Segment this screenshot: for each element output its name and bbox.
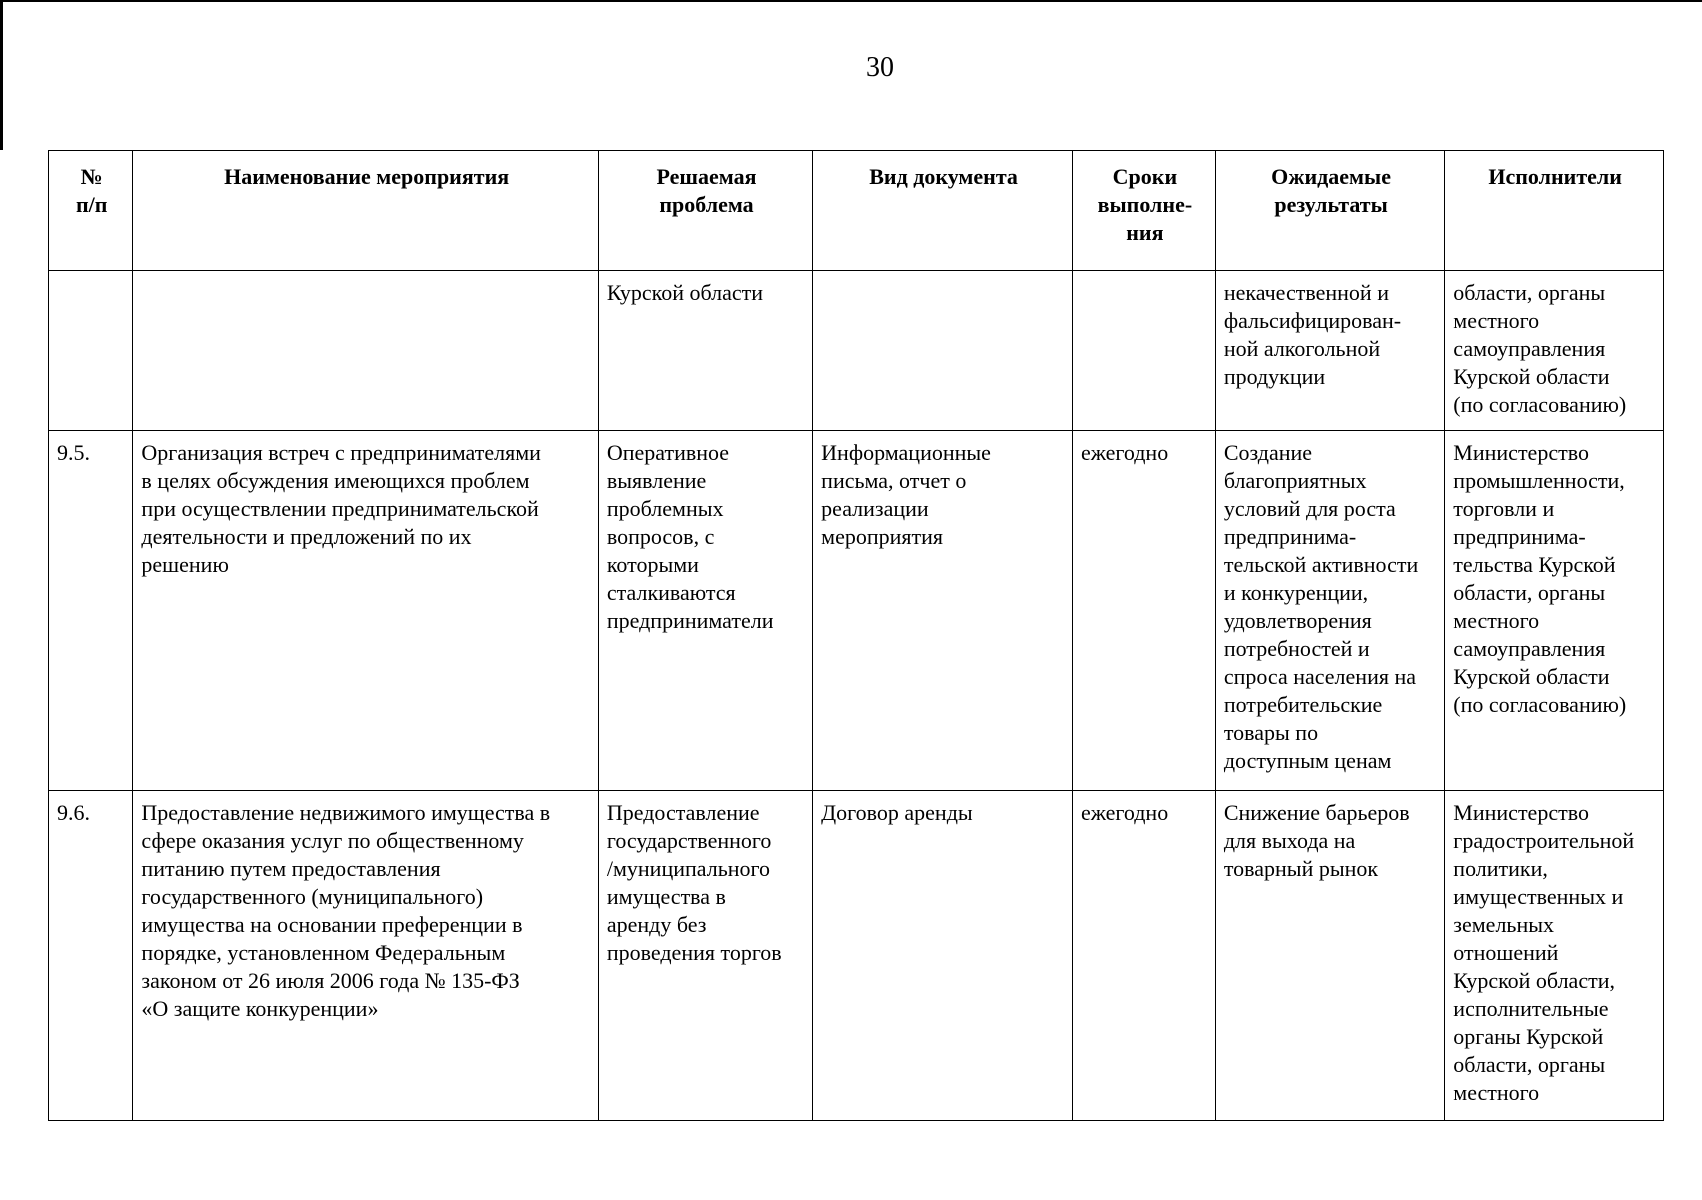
- table-row: [49, 431, 1664, 791]
- table-row: [49, 271, 1664, 431]
- cell-problem: Оперативное выявление проблемных вопросов, с которыми сталкиваются предприниматели: [598, 431, 812, 791]
- cell-deadline: [1072, 271, 1215, 431]
- cell-problem: Предоставление государственного /муниципального имущества в аренду без проведения торгов: [598, 791, 812, 1121]
- cell-executors: области, органы местного самоуправления Курской области (по согласованию): [1445, 271, 1664, 431]
- cell-measure-name: [133, 271, 598, 431]
- table-header-row: [49, 151, 1664, 271]
- header-executors: Исполнители: [1445, 151, 1664, 271]
- cell-deadline: ежегодно: [1072, 431, 1215, 791]
- header-document-type: Вид документа: [813, 151, 1073, 271]
- table-row: [49, 791, 1664, 1121]
- measures-table: [48, 150, 1664, 1121]
- cell-executors: Министерство градостроительной политики, имущественных и земельных отношений Курской области, исполнительные органы Курской области, органы местного: [1445, 791, 1664, 1121]
- cell-expected-results: Создание благоприятных условий для роста предпринима- тельской активности и конкуренции, удовлетворения потребностей и спроса населения на потребительские товары по доступным ценам: [1215, 431, 1444, 791]
- page-number: 30: [866, 52, 894, 83]
- cell-measure-name: Предоставление недвижимого имущества в сфере оказания услуг по общественному питанию путем предоставления государственного (муниципального) имущества на основании преференции в порядке, установленном Федеральным законом от 26 июля 2006 года № 135-ФЗ «О защите конкуренции»: [133, 791, 598, 1121]
- header-number: № п/п: [49, 151, 133, 271]
- cell-document-type: Договор аренды: [813, 791, 1073, 1121]
- cell-deadline: ежегодно: [1072, 791, 1215, 1121]
- header-expected-results: Ожидаемые результаты: [1215, 151, 1444, 271]
- cell-expected-results: Снижение барьеров для выхода на товарный рынок: [1215, 791, 1444, 1121]
- cell-number: [49, 271, 133, 431]
- cell-number: 9.5.: [49, 431, 133, 791]
- cell-document-type: Информационные письма, отчет о реализации мероприятия: [813, 431, 1073, 791]
- header-measure-name: Наименование мероприятия: [133, 151, 598, 271]
- header-problem: Решаемая проблема: [598, 151, 812, 271]
- cell-document-type: [813, 271, 1073, 431]
- cell-problem: Курской области: [598, 271, 812, 431]
- cell-number: 9.6.: [49, 791, 133, 1121]
- header-deadline: Сроки выполне- ния: [1072, 151, 1215, 271]
- cell-measure-name: Организация встреч с предпринимателями в целях обсуждения имеющихся проблем при осуществлении предпринимательской деятельности и предложений по их решению: [133, 431, 598, 791]
- cell-expected-results: некачественной и фальсифицирован- ной алкогольной продукции: [1215, 271, 1444, 431]
- cell-executors: Министерство промышленности, торговли и предпринима- тельства Курской области, органы местного самоуправления Курской области (по согласованию): [1445, 431, 1664, 791]
- scan-edge-top: [0, 0, 1702, 2]
